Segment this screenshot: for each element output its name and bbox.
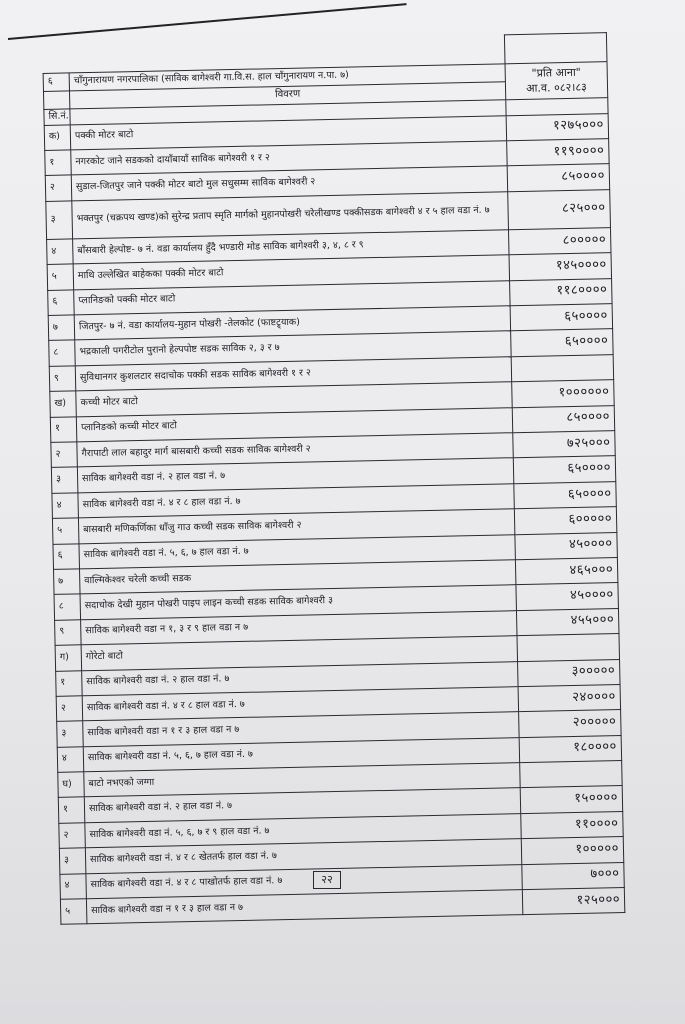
row-serial: ९ xyxy=(49,366,76,392)
row-serial: ५ xyxy=(60,899,87,925)
row-serial: ४ xyxy=(57,746,84,772)
row-rate: ६५०००० xyxy=(510,304,613,332)
row-description: बाँसबारी हेल्पोष्ट- ७ नं. वडा कार्यालय हुँदै भण्डारी मोड साविक बागेश्वरी ३, ४, ८ र ९ xyxy=(73,230,509,265)
row-rate: ४५०००० xyxy=(516,583,619,611)
row-description: साविक बागेश्वरी वडा न १ र ३ हाल वडा न ७ xyxy=(83,712,519,747)
row-description: वाल्मिकेश्वर चरेली कच्ची सडक xyxy=(79,560,515,595)
row-description: साविक बागेश्वरी वडा नं. ५, ६, ७ र ९ हाल वडा नं. ७ xyxy=(85,814,521,849)
row-rate: ७००० xyxy=(522,862,625,890)
section-title: बाटो नभएको जग्गा xyxy=(84,763,520,798)
row-rate: ११८०००० xyxy=(510,278,613,306)
row-serial: ९ xyxy=(55,620,82,646)
row-description: बासबारी मणिकर्णिका धाँजु गाउ कच्ची सडक साविक बागेश्वरी २ xyxy=(78,509,514,544)
row-description: माथि उल्लेखित बाहेकका पक्की मोटर बाटो xyxy=(73,255,509,290)
row-serial: ३ xyxy=(46,201,73,240)
row-serial: ८ xyxy=(54,594,81,620)
row-serial: ३ xyxy=(59,848,86,874)
top-divider-line xyxy=(8,3,407,40)
row-rate: ४५०००० xyxy=(515,532,618,560)
row-description: जितपुर- ७ नं. वडा कार्यालय-मुहान पोखरी -तेलकोट (फाष्टट्र्याक) xyxy=(74,306,510,341)
row-rate: ११०००० xyxy=(521,811,624,839)
rate-header-line1: "प्रति आना" xyxy=(531,65,581,80)
row-serial: २ xyxy=(45,175,72,201)
page-number: २२ xyxy=(313,871,341,889)
row-description: भद्रकाली पगरीटोल पुरानो हेल्पपोष्ट सडक साविक २, ३ र ७ xyxy=(75,331,511,366)
row-serial: ४ xyxy=(47,239,74,265)
row-serial: ४ xyxy=(60,873,87,899)
row-rate: ६००००० xyxy=(514,507,617,535)
row-serial: २ xyxy=(56,696,83,722)
description-column-header: विवरण xyxy=(69,81,505,108)
row-description: साविक बागेश्वरी वडा नं. ५, ६, ७ हाल वडा नं. ७ xyxy=(83,737,519,772)
row-description: साविक बागेश्वरी वडा नं. २ हाल वडा नं. ७ xyxy=(77,458,513,493)
row-description: सुडाल-जितपुर जाने पक्की मोटर बाटो मुल सधुसम्म साविक बागेश्वरी २ xyxy=(71,166,507,201)
row-rate: १८०००० xyxy=(519,735,622,763)
row-rate: ६५०००० xyxy=(511,329,614,357)
row-rate: ७२५००० xyxy=(513,431,616,459)
row-rate: ८००००० xyxy=(508,228,611,256)
row-rate: १५०००० xyxy=(520,786,623,814)
row-rate: १४५०००० xyxy=(509,253,612,281)
row-rate xyxy=(511,354,614,382)
section-title: पक्की मोटर बाटो xyxy=(70,115,506,150)
row-serial: ग) xyxy=(55,645,82,671)
row-description: साविक बागेश्वरी वडा नं. ४ र ८ पाखोतर्फ हाल वडा नं. ७ xyxy=(86,864,522,899)
row-rate: २४०००० xyxy=(518,684,621,712)
section-title: कच्ची मोटर बाटो xyxy=(76,382,512,417)
row-rate xyxy=(517,634,620,662)
row-serial: घ) xyxy=(58,772,85,798)
row-serial: ३ xyxy=(57,721,84,747)
row-serial: २ xyxy=(51,442,78,468)
row-description: साविक बागेश्वरी वडा नं. २ हाल वडा नं. ७ xyxy=(84,788,520,823)
row-serial: ७ xyxy=(54,569,81,595)
row-serial: ७ xyxy=(48,315,75,341)
row-rate: ८५०००० xyxy=(512,405,615,433)
row-rate: ८५०००० xyxy=(507,164,610,192)
row-description: साविक बागेश्वरी वडा नं. ५, ६, ७ हाल वडा नं. ७ xyxy=(79,534,515,569)
rate-column-header xyxy=(505,62,608,100)
row-serial: क) xyxy=(44,125,71,151)
row-serial: ६ xyxy=(53,543,80,569)
row-description: साविक बागेश्वरी वडा नं. ४ र ८ हाल वडा नं. ७ xyxy=(78,483,514,518)
serial-label: ६ xyxy=(43,73,69,91)
row-serial: ख) xyxy=(50,391,77,417)
row-serial: २ xyxy=(59,823,86,849)
row-serial: ४ xyxy=(52,493,79,519)
row-rate: ६५०००० xyxy=(514,481,617,509)
row-serial: ८ xyxy=(49,340,76,366)
row-serial: १ xyxy=(56,670,83,696)
row-rate: ११९०००० xyxy=(507,139,610,167)
header-blank-cell xyxy=(504,33,607,64)
row-rate: ३००००० xyxy=(518,659,621,687)
row-serial: ५ xyxy=(47,264,74,290)
row-rate: १२७५००० xyxy=(506,113,609,141)
row-rate: १००००० xyxy=(521,837,624,865)
row-rate: १२५००० xyxy=(522,888,625,916)
row-description: साविक बागेश्वरी वडा न १ र ३ हाल वडा न ७ xyxy=(86,890,522,925)
rate-header-line2: आ.व. ०८२।८३ xyxy=(526,80,587,96)
row-description: प्लानिङको पक्की मोटर बाटो xyxy=(74,280,510,315)
row-description: सदाचोक देखी मुहान पोखरी पाइप लाइन कच्ची सडक साविक बागेश्वरी ३ xyxy=(80,585,516,620)
row-description: प्लानिङको कच्ची मोटर बाटो xyxy=(76,407,512,442)
row-description: सुविधानगर कुशलटार सदाचोक पक्की सडक साविक बागेश्वरी १ र २ xyxy=(75,357,511,392)
row-description: भक्तपुर (चक्रपथ खण्ड)को सुरेन्द्र प्रताप स्मृति मार्गको मुहानपोखरी चरेलीखण्ड पक्कीसडक बागेश्वरी ४ र ५ हाल वडा नं. ७ xyxy=(72,192,509,239)
row-serial: ६ xyxy=(48,290,75,316)
row-description: नगरकोट जाने सडकको दायाँबायाँ साविक बागेश्वरी १ र २ xyxy=(71,141,507,176)
row-rate: ८२५००० xyxy=(508,190,611,230)
row-description: गैरापाटी लाल बहादुर मार्ग बासबारी कच्ची सडक साविक बागेश्वरी २ xyxy=(77,433,513,468)
header-blank-sn xyxy=(43,90,69,109)
sn-column-header: सि.नं. xyxy=(44,109,70,125)
land-rate-table xyxy=(42,32,625,925)
row-serial: ३ xyxy=(51,467,78,493)
row-description: साविक बागेश्वरी वडा नं. ४ र ८ खेततर्फ हाल वडा नं. ७ xyxy=(85,839,521,874)
row-serial: ५ xyxy=(52,518,79,544)
row-serial: १ xyxy=(58,797,85,823)
section-title: गोरेटो बाटो xyxy=(81,636,517,671)
row-rate: ६५०००० xyxy=(513,456,616,484)
row-rate: १०००००० xyxy=(512,380,615,408)
row-description: साविक बागेश्वरी वडा नं. २ हाल वडा नं. ७ xyxy=(82,661,518,696)
row-rate: ४६५००० xyxy=(515,558,618,586)
row-serial: १ xyxy=(50,416,77,442)
row-description: साविक बागेश्वरी वडा न १, ३ र ९ हाल वडा न ७ xyxy=(81,610,517,645)
row-description: साविक बागेश्वरी वडा नं. ४ र ८ हाल वडा नं. ७ xyxy=(82,687,518,722)
row-rate xyxy=(520,761,623,789)
row-rate: ४५५००० xyxy=(516,608,619,636)
rate-table-wrapper xyxy=(42,32,624,925)
row-rate: २००००० xyxy=(519,710,622,738)
row-serial: १ xyxy=(45,150,72,176)
municipality-title: चाँगुनारायण नगरपालिका (साविक बागेश्वरी गा.वि.स. हाल चाँगुनारायण न.पा. ७) xyxy=(69,64,505,91)
